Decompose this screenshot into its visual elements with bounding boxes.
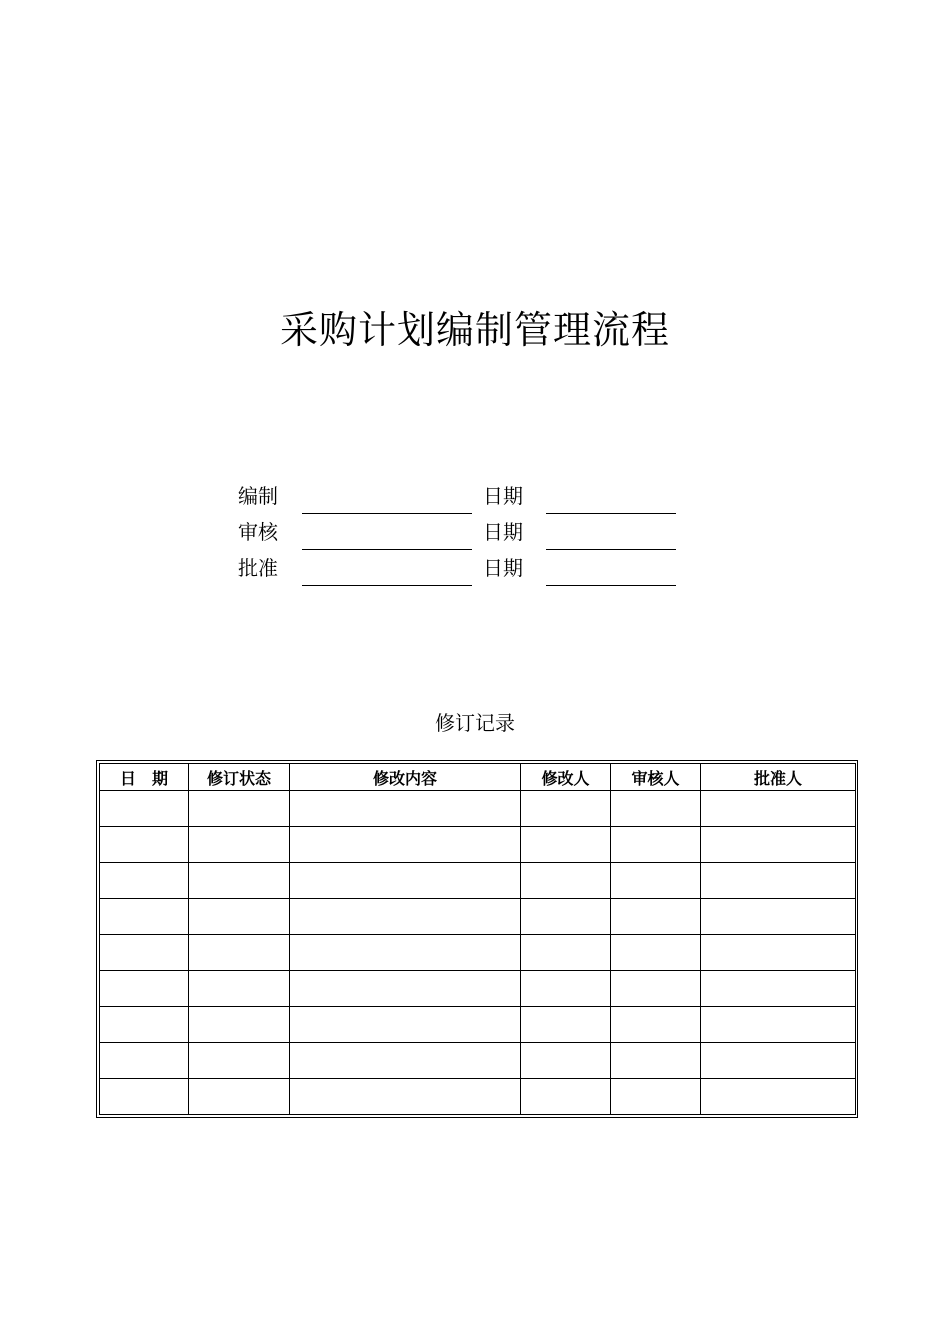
table-header-row [100,764,856,791]
signature-line [302,513,472,514]
cell-reviewer [611,827,701,863]
cell-reviewer [611,863,701,899]
cell-modifier [521,1079,611,1115]
cell-modifier [521,791,611,827]
cell-change-content [290,899,521,935]
cell-approver [701,971,856,1007]
table-row [100,1007,856,1043]
cell-date [100,827,189,863]
cell-approver [701,863,856,899]
cell-date [100,1079,189,1115]
cell-modifier [521,827,611,863]
cell-reviewer [611,1043,701,1079]
cell-date [100,1043,189,1079]
cell-approver [701,1007,856,1043]
revision-record-title: 修订记录 [435,711,515,735]
cell-revision-status [189,935,290,971]
date-label: 日期 [483,484,523,508]
date-line [546,513,676,514]
cell-date [100,971,189,1007]
signoff-row-approved [238,552,698,588]
cell-change-content [290,971,521,1007]
column-header-date: 日 期 [100,764,189,791]
table-row [100,971,856,1007]
cell-change-content [290,1079,521,1115]
signoff-label: 编制 [238,484,278,508]
cell-modifier [521,863,611,899]
cell-date [100,1007,189,1043]
cell-reviewer [611,899,701,935]
cell-modifier [521,1043,611,1079]
signoff-label: 审核 [238,520,278,544]
cell-reviewer [611,1007,701,1043]
cell-revision-status [189,899,290,935]
document-title: 采购计划编制管理流程 [279,308,670,352]
cell-revision-status [189,791,290,827]
cell-reviewer [611,1079,701,1115]
cell-date [100,863,189,899]
cell-change-content [290,791,521,827]
cell-approver [701,935,856,971]
cell-change-content [290,1043,521,1079]
cell-date [100,935,189,971]
cell-change-content [290,935,521,971]
cell-change-content [290,1007,521,1043]
cell-reviewer [611,791,701,827]
table-row [100,791,856,827]
cell-change-content [290,827,521,863]
cell-date [100,791,189,827]
date-line [546,549,676,550]
date-line [546,585,676,586]
signature-line [302,549,472,550]
table-row [100,1079,856,1115]
signoff-label: 批准 [238,556,278,580]
column-header-revision-status: 修订状态 [189,764,290,791]
table-row [100,899,856,935]
signoff-row-reviewed [238,516,698,552]
cell-approver [701,1079,856,1115]
cell-revision-status [189,1079,290,1115]
cell-modifier [521,971,611,1007]
cell-reviewer [611,935,701,971]
cell-modifier [521,899,611,935]
column-header-modifier: 修改人 [521,764,611,791]
cell-approver [701,791,856,827]
cell-change-content [290,863,521,899]
signature-line [302,585,472,586]
revision-table-body [100,791,856,1115]
cell-revision-status [189,863,290,899]
cell-revision-status [189,827,290,863]
table-row [100,935,856,971]
table-row [100,1043,856,1079]
table-row [100,827,856,863]
cell-date [100,899,189,935]
signoff-row-prepared [238,480,698,516]
cell-approver [701,1043,856,1079]
cell-approver [701,827,856,863]
cell-modifier [521,935,611,971]
date-label: 日期 [483,520,523,544]
cell-approver [701,899,856,935]
column-header-change-content: 修改内容 [290,764,521,791]
revision-table [99,763,856,1115]
cell-revision-status [189,971,290,1007]
date-label: 日期 [483,556,523,580]
column-header-approver: 批准人 [701,764,856,791]
table-row [100,863,856,899]
cell-reviewer [611,971,701,1007]
column-header-reviewer: 审核人 [611,764,701,791]
cell-revision-status [189,1043,290,1079]
revision-table-frame [96,760,858,1118]
cell-modifier [521,1007,611,1043]
cell-revision-status [189,1007,290,1043]
signoff-block [238,480,698,588]
